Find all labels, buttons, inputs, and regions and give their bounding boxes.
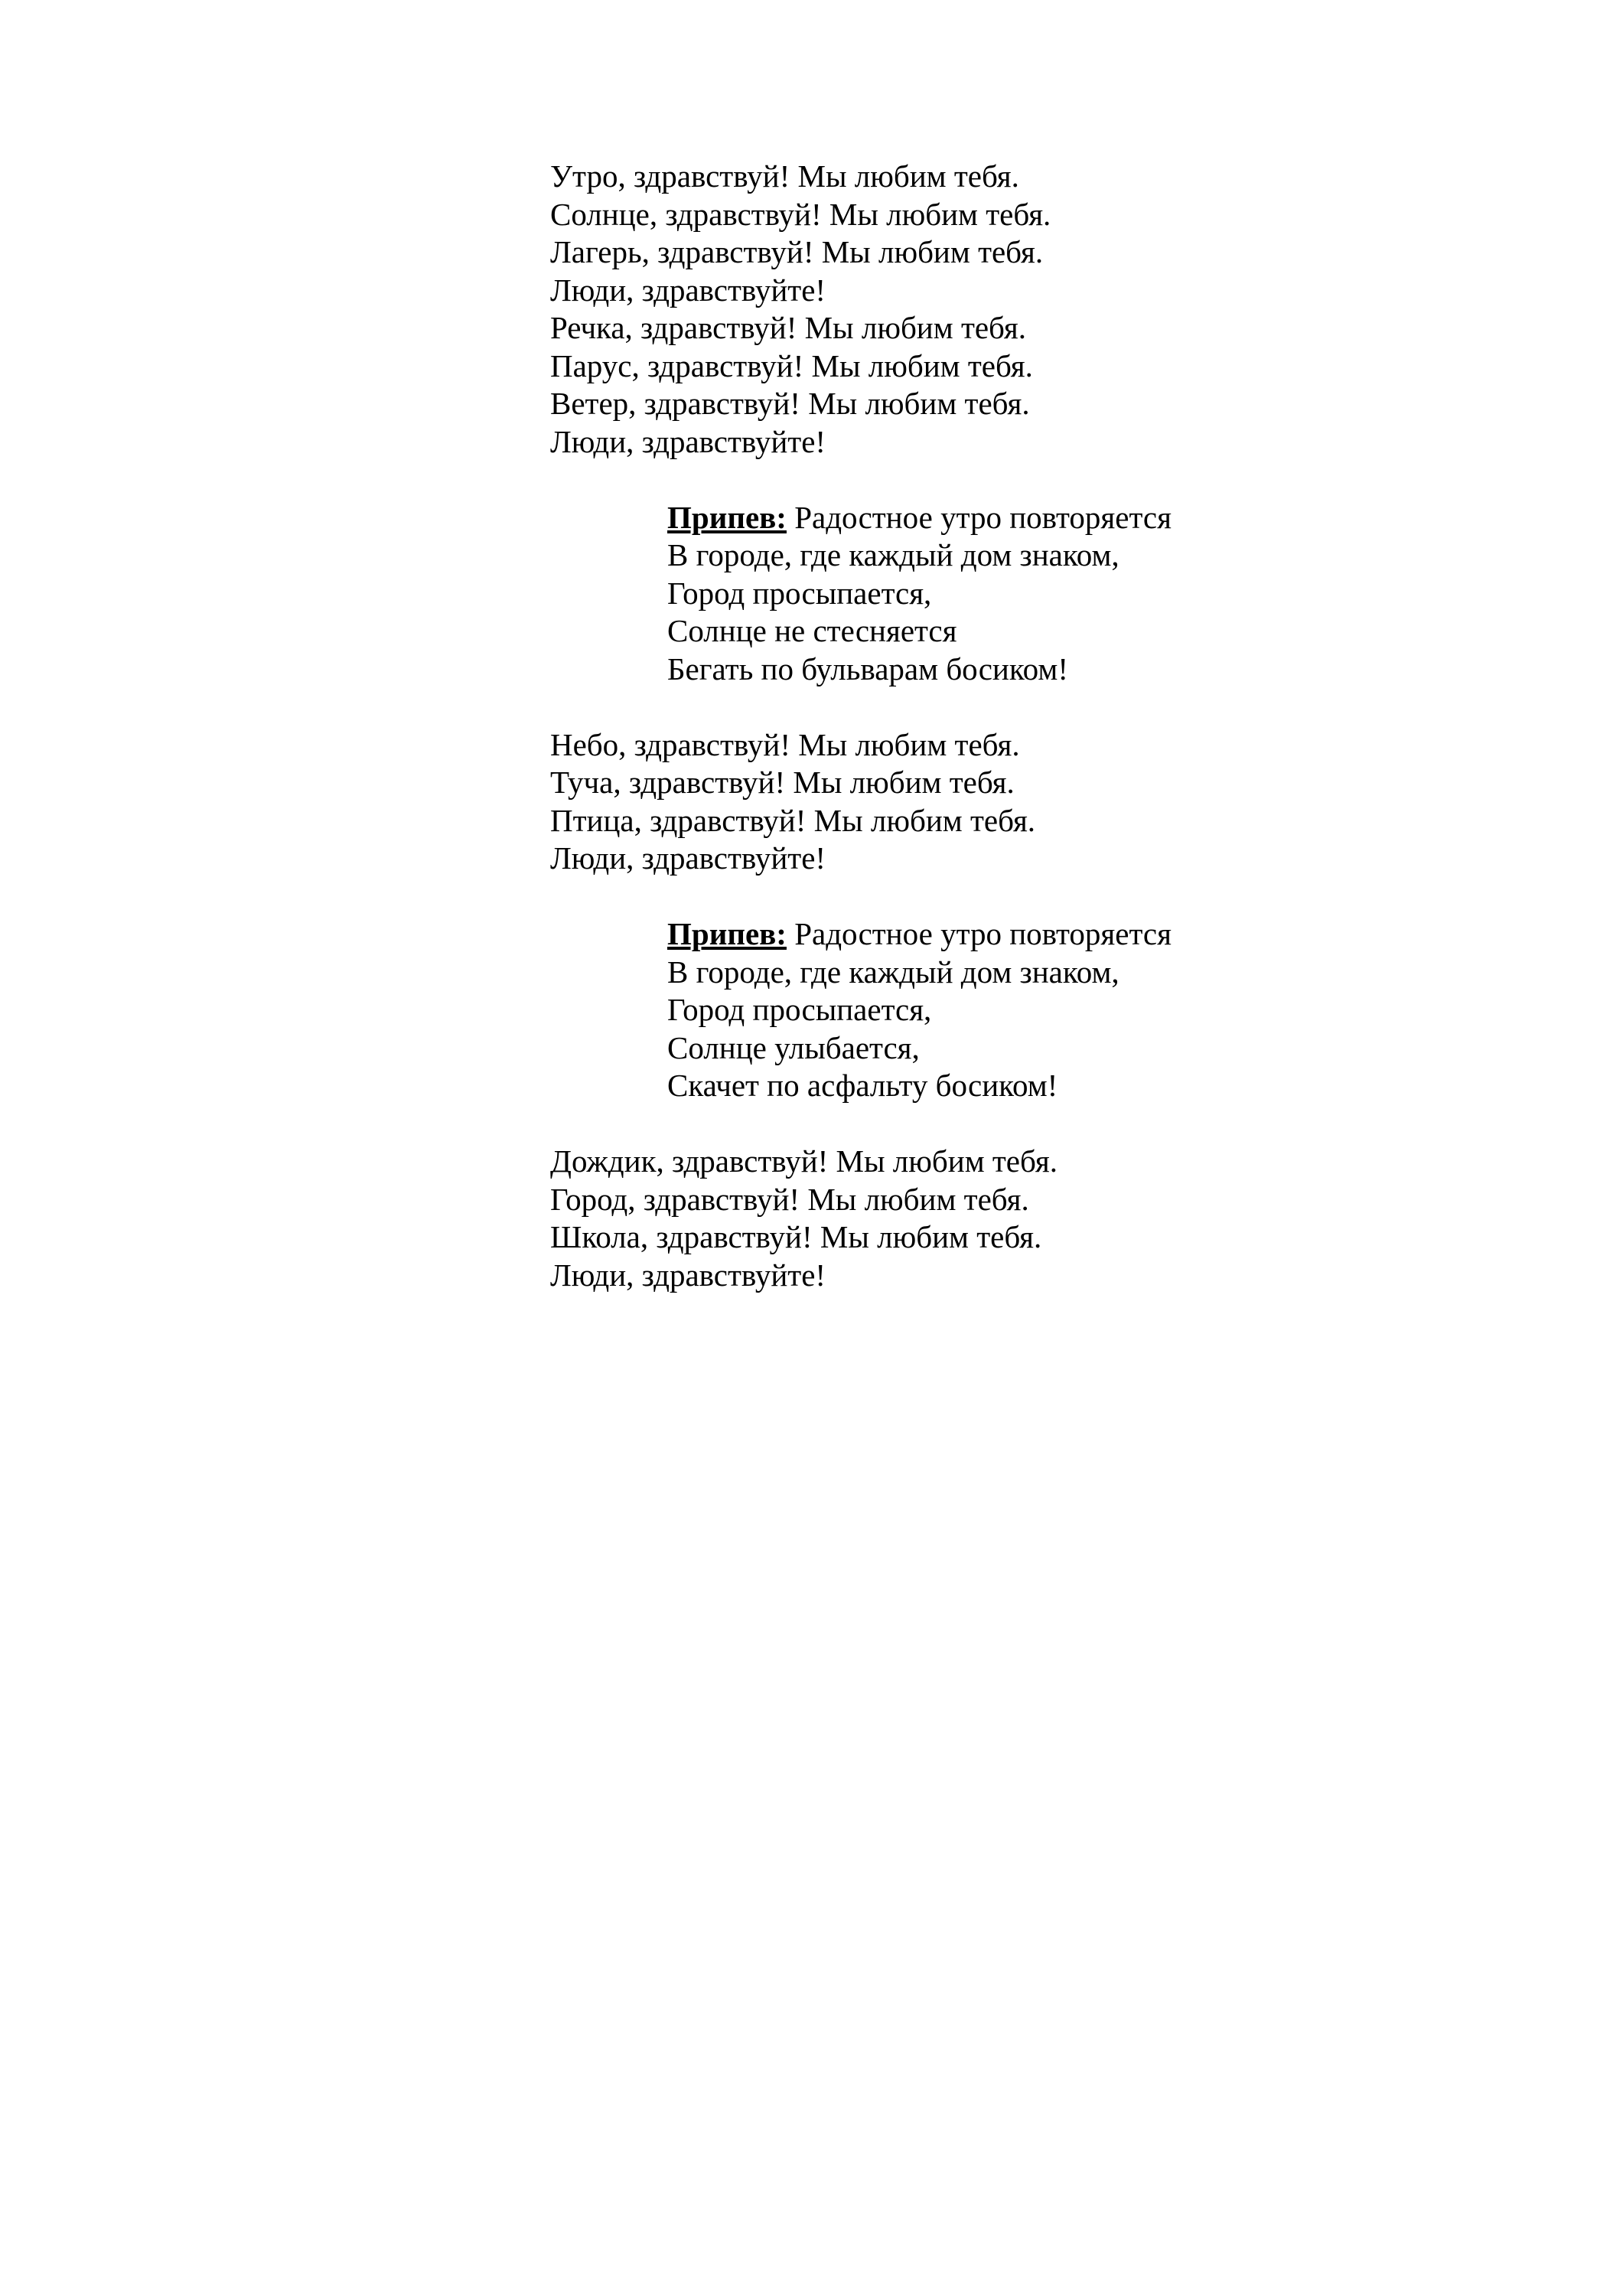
verse-line: Парус, здравствуй! Мы любим тебя. [550,347,1033,383]
verse-1 [550,158,1545,461]
chorus-line: Бегать по бульварам босиком! [667,651,1068,687]
chorus-line: Город просыпается, [667,992,932,1027]
verse-line: Птица, здравствуй! Мы любим тебя. [550,802,1036,838]
stanza-gap [550,461,1545,499]
chorus-line: Скачет по асфальту босиком! [667,1068,1058,1103]
verse-line: Утро, здравствуй! Мы любим тебя. [550,158,1019,194]
chorus-first-line [667,915,1545,954]
verse-line: Ветер, здравствуй! Мы любим тебя. [550,386,1030,421]
chorus-line: Солнце не стесняется [667,613,957,648]
verse-2 [550,726,1545,878]
stanza-gap [550,688,1545,726]
verse-3 [550,1143,1545,1294]
chorus-label: Припев: [667,916,787,951]
verse-line: Солнце, здравствуй! Мы любим тебя. [550,196,1051,232]
verse-line: Туча, здравствуй! Мы любим тебя. [550,765,1015,800]
verse-line: Небо, здравствуй! Мы любим тебя. [550,726,1020,762]
verse-line: Школа, здравствуй! Мы любим тебя. [550,1219,1042,1254]
chorus-1 [550,499,1545,689]
stanza-gap [550,1105,1545,1143]
chorus-line: В городе, где каждый дом знаком, [667,954,1119,990]
chorus-first-line [667,499,1545,537]
verse-line: Лагерь, здравствуй! Мы любим тебя. [550,234,1044,269]
chorus-line-text: Радостное утро повторяется [786,916,1172,951]
chorus-line: Город просыпается, [667,575,932,611]
verse-line: Люди, здравствуйте! [550,272,826,308]
verse-line: Речка, здравствуй! Мы любим тебя. [550,310,1027,345]
song-lyrics [550,158,1545,1294]
chorus-2 [550,915,1545,1105]
chorus-line-text: Радостное утро повторяется [786,499,1172,535]
verse-line: Люди, здравствуйте! [550,1257,826,1293]
verse-line: Город, здравствуй! Мы любим тебя. [550,1181,1029,1217]
chorus-line: В городе, где каждый дом знаком, [667,537,1119,572]
stanza-gap [550,878,1545,916]
verse-line: Люди, здравствуйте! [550,423,826,459]
verse-line: Дождик, здравствуй! Мы любим тебя. [550,1143,1058,1179]
verse-line: Люди, здравствуйте! [550,840,826,876]
chorus-line: Солнце улыбается, [667,1029,920,1065]
chorus-label: Припев: [667,499,787,535]
